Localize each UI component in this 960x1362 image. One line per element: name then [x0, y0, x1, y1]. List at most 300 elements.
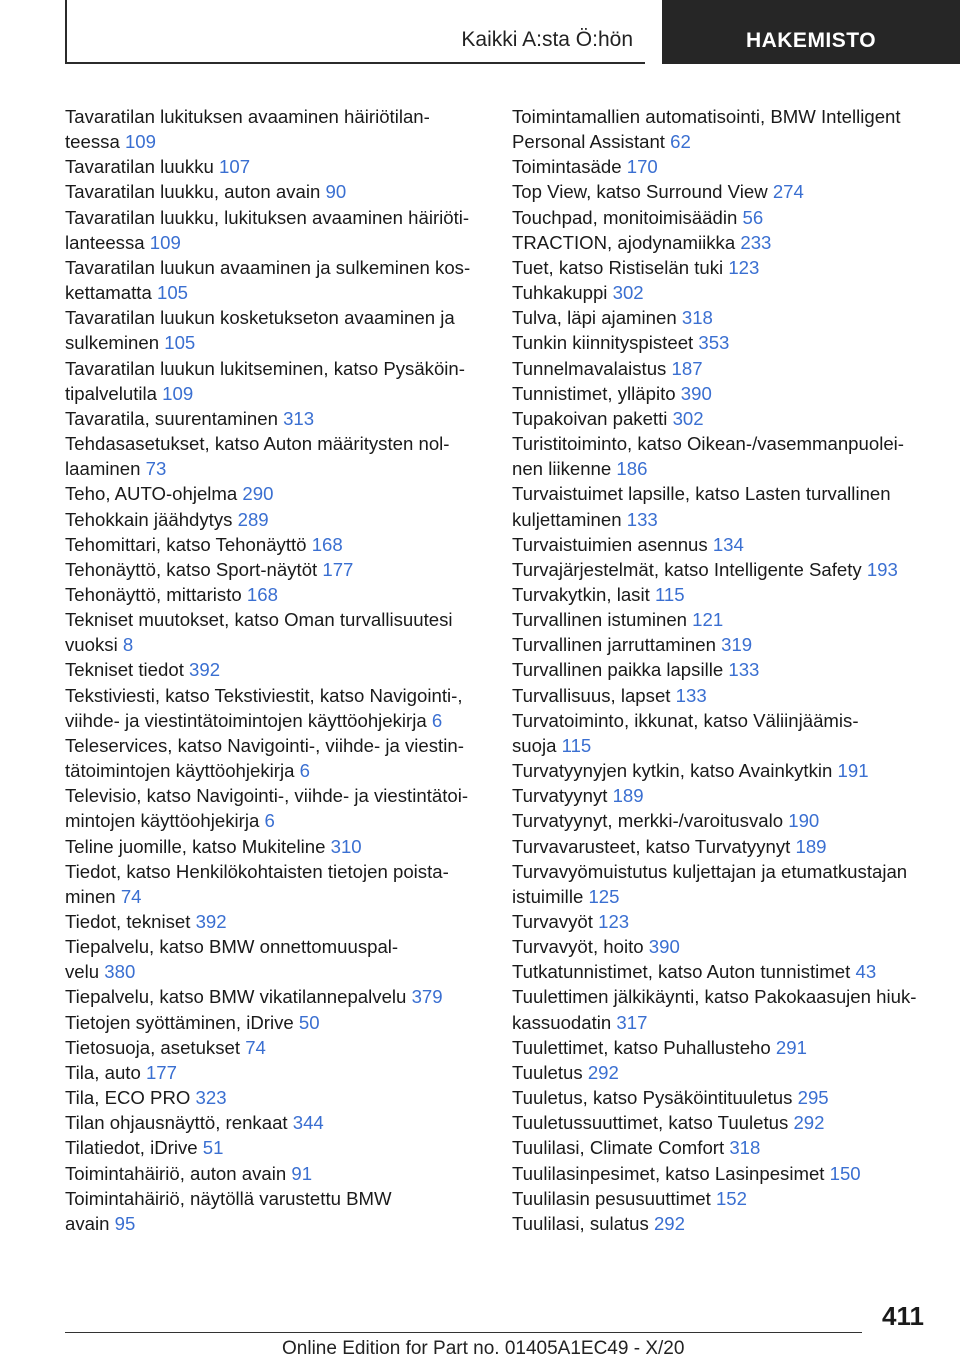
page-reference-link[interactable]: 191: [837, 760, 869, 782]
index-entry-term: Toimintamallien automatisointi, BMW Intelligent: [512, 106, 901, 127]
page-reference-link[interactable]: 152: [715, 1187, 747, 1209]
index-entry: [65, 582, 485, 607]
index-entry-term: avain: [65, 1212, 110, 1234]
index-entry-text: [65, 834, 485, 859]
page-reference-link[interactable]: 6: [431, 709, 443, 731]
index-entry-text: [65, 934, 485, 959]
index-entry-text: [65, 557, 485, 582]
index-entry-text: [512, 834, 942, 859]
index-entry-term: lanteessa: [65, 231, 145, 253]
page-reference-link[interactable]: 317: [616, 1011, 648, 1033]
index-entry: [512, 607, 942, 632]
index-entry-term: teessa: [65, 131, 120, 153]
index-entry: [512, 909, 942, 934]
page-reference-link[interactable]: 392: [189, 659, 221, 681]
page-reference-link[interactable]: 295: [797, 1087, 829, 1109]
index-entry: [65, 431, 485, 481]
index-entry-term: Tavaratilan luukku, auton avain: [65, 181, 321, 203]
page-reference-link[interactable]: 390: [680, 382, 712, 404]
index-entry: [512, 481, 942, 531]
index-entry: [512, 1211, 942, 1236]
index-entry-text: [65, 859, 485, 884]
index-entry: [512, 683, 942, 708]
index-entry-text: [512, 406, 942, 431]
index-entry-term: kettamatta: [65, 282, 152, 304]
index-entry-text: [512, 255, 942, 280]
index-entry: [65, 1085, 485, 1110]
index-entry-text: [512, 507, 942, 532]
index-entry-term: Turvallinen jarruttaminen: [512, 634, 716, 656]
page-reference-link[interactable]: 186: [616, 458, 648, 480]
index-entry-text: [65, 230, 485, 255]
page-reference-link[interactable]: 319: [721, 634, 753, 656]
index-entry: [512, 984, 942, 1034]
index-entry-text: [512, 607, 942, 632]
index-entry-text: [65, 481, 485, 506]
index-entry-term: Turistitoiminto, katso Oikean-/vasemmanpuolei-: [512, 433, 904, 455]
index-entry: [65, 984, 485, 1009]
index-entry-term: Toimintahäiriö, auton avain: [65, 1162, 287, 1184]
index-entry: [512, 154, 942, 179]
index-entry-term: Tavaratila, suurentaminen: [65, 407, 278, 429]
index-entry-term: Tuuletussuuttimet, katso Tuuletus: [512, 1112, 789, 1134]
index-entry-text: [65, 255, 485, 280]
page-reference-link[interactable]: 289: [237, 508, 269, 530]
page-reference-link[interactable]: 233: [740, 231, 772, 253]
page-reference-link[interactable]: 291: [775, 1036, 807, 1058]
index-entry-text: [512, 305, 942, 330]
index-entry-text: [512, 758, 942, 783]
index-entry-text: [512, 104, 942, 129]
page-reference-link[interactable]: 115: [561, 734, 592, 756]
index-entry-text: [512, 632, 942, 657]
index-entry-term: Turvaistuimet lapsille, katso Lasten turvallinen: [512, 483, 891, 505]
page-reference-link[interactable]: 302: [672, 407, 704, 429]
page-header: [65, 0, 960, 66]
index-entry-text: [512, 1161, 942, 1186]
index-entry: [65, 179, 485, 204]
index-entry: [65, 104, 485, 154]
index-entry-term: Tehonäyttö, mittaristo: [65, 583, 242, 605]
index-entry-term: sulkeminen: [65, 332, 160, 354]
index-entry-text: [512, 733, 942, 758]
index-entry-text: [65, 607, 485, 632]
page-reference-link[interactable]: 56: [742, 206, 764, 228]
index-entry-text: [512, 1135, 942, 1160]
index-entry-term: Tuhkakuppi: [512, 282, 608, 304]
index-entry-term: Turvaistuimien asennus: [512, 533, 708, 555]
index-entry-term: Tehokkain jäähdytys: [65, 508, 233, 530]
page-reference-link[interactable]: 189: [795, 835, 827, 857]
index-entry-term: viihde- ja viestintätoimintojen käyttöohjekirja: [65, 709, 427, 731]
page-reference-link[interactable]: 6: [264, 810, 275, 832]
index-entry-text: [65, 1035, 485, 1060]
page-reference-link[interactable]: 43: [855, 961, 877, 983]
index-entry-term: Tiepalvelu, katso BMW onnettomuuspal-: [65, 936, 399, 958]
index-entry: [512, 205, 942, 230]
index-entry-term: Teline juomille, katso Mukiteline: [65, 835, 326, 857]
page-reference-link[interactable]: 292: [793, 1112, 825, 1134]
index-entry: [512, 1110, 942, 1135]
index-entry-term: Personal Assistant: [512, 131, 665, 153]
index-entry-text: [65, 205, 485, 230]
index-entry-text: [512, 230, 942, 255]
index-entry-text: [65, 884, 485, 909]
index-entry: [512, 255, 942, 280]
index-entry: [65, 1060, 485, 1085]
index-entry: [512, 783, 942, 808]
index-entry: [512, 305, 942, 330]
page-reference-link[interactable]: 353: [698, 332, 730, 354]
page-reference-link[interactable]: 133: [675, 684, 707, 706]
index-entry-text: [65, 154, 485, 179]
index-entry-text: [512, 1211, 942, 1236]
index-entry-text: [65, 657, 485, 682]
index-entry-term: Teho, AUTO-ohjelma: [65, 483, 238, 505]
index-entry-text: [512, 356, 942, 381]
page-reference-link[interactable]: 150: [829, 1162, 861, 1184]
page-reference-link[interactable]: 292: [653, 1212, 685, 1234]
page-reference-link[interactable]: 90: [325, 181, 347, 203]
page-reference-link[interactable]: 50: [298, 1011, 320, 1033]
index-entry-text: [512, 959, 942, 984]
page-reference-link[interactable]: 302: [612, 282, 644, 304]
page-reference-link[interactable]: 133: [626, 508, 658, 530]
index-entry-text: [512, 1060, 942, 1085]
index-entry-term: Tiedot, katso Henkilökohtaisten tietojen poista-: [65, 860, 449, 882]
index-entry-text: [512, 431, 942, 456]
page-reference-link[interactable]: 380: [104, 961, 136, 983]
index-entry-term: Touchpad, monitoimisäädin: [512, 206, 738, 228]
index-entry-term: TRACTION, ajodynamiikka: [512, 231, 736, 253]
index-entry-term: Turvatyynyt, merkki-/varoitusvalo: [512, 810, 784, 832]
index-entry-text: [512, 708, 942, 733]
index-tab-label: HAKEMISTO: [745, 29, 877, 52]
index-entry-text: [65, 1010, 485, 1035]
index-entry-term: nen liikenne: [512, 458, 612, 480]
index-entry-text: [65, 507, 485, 532]
index-entry: [65, 507, 485, 532]
index-entry-text: [65, 280, 485, 305]
index-entry-term: Tunkin kiinnityspisteet: [512, 332, 694, 354]
index-entry-text: [65, 733, 485, 758]
index-entry: [512, 1135, 942, 1160]
index-entry-text: [65, 381, 485, 406]
index-entry-term: suoja: [512, 734, 557, 756]
index-entry: [512, 330, 942, 355]
index-entry-term: Turvavyömuistutus kuljettajan ja etumatkustajan: [512, 860, 908, 882]
index-entry-text: [512, 934, 942, 959]
index-entry-term: Tuulilasin pesusuuttimet: [512, 1187, 711, 1209]
index-entry-term: Teleservices, katso Navigointi-, viihde- ja viestin-: [65, 734, 464, 756]
index-entry-term: Turvakytkin, lasit: [512, 583, 650, 605]
index-entry-text: [65, 1060, 485, 1085]
page-reference-link[interactable]: 8: [122, 634, 134, 656]
page-reference-link[interactable]: 74: [245, 1036, 266, 1058]
index-entry-term: Tavaratilan lukituksen avaaminen häiriötilan-: [65, 106, 430, 127]
index-entry: [512, 582, 942, 607]
index-entry: [65, 557, 485, 582]
index-entry: [512, 758, 942, 783]
index-entry-text: [65, 683, 485, 708]
index-entry-text: [65, 179, 485, 204]
index-entry-text: [65, 758, 485, 783]
index-entry: [65, 255, 485, 305]
index-entry-term: Turvatyynyt: [512, 785, 608, 807]
index-entry: [65, 305, 485, 355]
index-entry: [512, 859, 942, 909]
header-section-frame: [65, 0, 645, 64]
index-entry-term: istuimille: [512, 885, 584, 907]
index-entry-term: Turvajärjestelmät, katso Intelligente Safety: [512, 558, 862, 580]
index-entry-text: [65, 305, 485, 330]
page-reference-link[interactable]: 189: [612, 785, 644, 807]
index-entry-text: [65, 959, 485, 984]
page-reference-link[interactable]: 73: [145, 458, 167, 480]
index-entry-term: vuoksi: [65, 634, 118, 656]
index-entry-text: [512, 1186, 942, 1211]
index-entry-text: [65, 406, 485, 431]
index-entry-term: Televisio, katso Navigointi-, viihde- ja viestintätoi-: [65, 785, 469, 807]
index-entry-term: Tietojen syöttäminen, iDrive: [65, 1011, 294, 1033]
index-entry-text: [512, 1010, 942, 1035]
index-entry-text: [65, 582, 485, 607]
index-entry-text: [65, 708, 485, 733]
index-entry: [512, 230, 942, 255]
index-entry-term: Tila, auto: [65, 1061, 141, 1083]
index-entry-text: [512, 456, 942, 481]
page-reference-link[interactable]: 134: [712, 533, 744, 555]
index-entry-text: [65, 129, 485, 154]
index-entry-text: [65, 909, 485, 934]
page-reference-link[interactable]: 109: [149, 231, 181, 253]
index-entry-term: Tuuletus: [512, 1061, 583, 1083]
index-entry: [65, 356, 485, 406]
index-entry: [512, 632, 942, 657]
page-reference-link[interactable]: 323: [195, 1087, 227, 1109]
index-entry-text: [65, 1211, 485, 1236]
index-entry-term: kuljettaminen: [512, 508, 622, 530]
index-entry-term: Tulva, läpi ajaminen: [512, 307, 677, 329]
index-entry-term: Tehonäyttö, katso Sport-näytöt: [65, 558, 318, 580]
index-entry-term: tätoimintojen käyttöohjekirja: [65, 760, 295, 782]
index-entry-text: [512, 1035, 942, 1060]
index-entry: [65, 1161, 485, 1186]
index-entry-text: [65, 1110, 485, 1135]
index-entry-term: Tavaratilan luukun kosketukseton avaaminen ja: [65, 307, 455, 329]
index-entry: [65, 1110, 485, 1135]
index-entry-text: [512, 532, 942, 557]
index-entry: [65, 909, 485, 934]
page-reference-link[interactable]: 190: [788, 810, 820, 832]
index-entry: [65, 657, 485, 682]
index-entry-text: [65, 104, 485, 129]
index-entry: [512, 959, 942, 984]
index-entry-term: Tupakoivan paketti: [512, 407, 668, 429]
index-entry-text: [512, 481, 942, 506]
index-entry-term: Tuulilasinpesimet, katso Lasinpesimet: [512, 1162, 825, 1184]
page-reference-link[interactable]: 105: [157, 282, 189, 304]
index-entry-text: [512, 909, 942, 934]
index-entry-text: [512, 129, 942, 154]
page-reference-link[interactable]: 313: [283, 407, 315, 429]
page-reference-link[interactable]: 105: [164, 332, 196, 354]
index-entry: [65, 607, 485, 657]
page-reference-link[interactable]: 62: [670, 131, 691, 153]
index-entry: [65, 834, 485, 859]
index-entry-text: [512, 683, 942, 708]
page-reference-link[interactable]: 123: [598, 911, 630, 932]
page-reference-link[interactable]: 123: [728, 256, 760, 278]
page-reference-link[interactable]: 290: [242, 483, 274, 505]
index-entry-term: Toimintahäiriö, näytöllä varustettu BMW: [65, 1187, 392, 1209]
index-entry-text: [65, 632, 485, 657]
index-entry-term: Tavaratilan luukku: [65, 156, 214, 178]
index-entry: [65, 783, 485, 833]
index-entry-term: Turvavyöt: [512, 911, 593, 932]
page-reference-link[interactable]: 187: [671, 357, 703, 379]
index-entry-term: Tila, ECO PRO: [65, 1087, 191, 1109]
page-reference-link[interactable]: 177: [145, 1061, 177, 1083]
page-reference-link[interactable]: 107: [219, 156, 251, 178]
index-entry-term: Tuulilasi, sulatus: [512, 1212, 649, 1234]
index-entry: [512, 808, 942, 833]
page-reference-link[interactable]: 392: [195, 911, 227, 932]
index-entry: [65, 1135, 485, 1160]
edition-footer: Online Edition for Part no. 01405A1EC49 - X/20: [282, 1338, 685, 1359]
index-entry-text: [512, 205, 942, 230]
index-entry-text: [65, 330, 485, 355]
page-reference-link[interactable]: 6: [299, 760, 310, 782]
page-reference-link[interactable]: 310: [330, 835, 362, 857]
page-reference-link[interactable]: 109: [124, 131, 156, 153]
index-entry-text: [65, 532, 485, 557]
index-entry-term: Turvavarusteet, katso Turvatyynyt: [512, 835, 791, 857]
page-reference-link[interactable]: 121: [692, 609, 724, 631]
index-entry-term: Tunnistimet, ylläpito: [512, 382, 676, 404]
page-reference-link[interactable]: 51: [202, 1137, 224, 1159]
index-entry-term: velu: [65, 961, 100, 983]
page-reference-link[interactable]: 274: [772, 181, 804, 203]
index-entry-text: [65, 1135, 485, 1160]
index-entry-term: Tiepalvelu, katso BMW vikatilannepalvelu: [65, 986, 407, 1008]
index-entry: [512, 179, 942, 204]
index-entry: [512, 104, 942, 154]
index-entry-text: [65, 1085, 485, 1110]
page-reference-link[interactable]: 379: [411, 986, 443, 1008]
index-entry: [512, 1186, 942, 1211]
index-entry-term: laaminen: [65, 458, 141, 480]
index-entry: [512, 708, 942, 758]
index-entry-text: [512, 808, 942, 833]
index-entry: [512, 280, 942, 305]
index-entry-term: Tuuletus, katso Pysäköintituuletus: [512, 1087, 793, 1109]
index-entry-text: [65, 356, 485, 381]
index-entry-term: Tavaratilan luukun avaaminen ja sulkeminen kos-: [65, 256, 471, 278]
index-entry-term: Tunnelmavalaistus: [512, 357, 667, 379]
index-entry-text: [65, 456, 485, 481]
index-entry-text: [512, 557, 942, 582]
index-entry-text: [512, 783, 942, 808]
index-entry-term: Toimintasäde: [512, 156, 622, 178]
index-entry-text: [512, 381, 942, 406]
index-entry-term: mintojen käyttöohjekirja: [65, 810, 260, 832]
index-entry-term: minen: [65, 885, 116, 907]
page-reference-link[interactable]: 168: [311, 533, 343, 555]
index-entry-term: Tietosuoja, asetukset: [65, 1036, 241, 1058]
page-reference-link[interactable]: 177: [322, 558, 354, 580]
index-entry-term: Turvallinen istuminen: [512, 609, 687, 631]
index-entry-term: Tekstiviesti, katso Tekstiviestit, katso Navigointi-,: [65, 684, 463, 706]
index-entry-text: [512, 859, 942, 884]
page-reference-link[interactable]: 125: [588, 885, 620, 907]
index-entry-term: Tilan ohjausnäyttö, renkaat: [65, 1112, 288, 1134]
index-entry-term: Tuulettimet, katso Puhallusteho: [512, 1036, 771, 1058]
page-reference-link[interactable]: 91: [291, 1162, 313, 1184]
index-entry: [512, 1161, 942, 1186]
page-reference-link[interactable]: 318: [729, 1137, 761, 1159]
index-entry: [65, 481, 485, 506]
index-entry-term: Turvallinen paikka lapsille: [512, 659, 724, 681]
index-entry: [512, 657, 942, 682]
index-entry: [512, 1035, 942, 1060]
page-reference-link[interactable]: 109: [162, 382, 194, 404]
index-entry: [512, 356, 942, 381]
page-reference-link[interactable]: 95: [114, 1212, 136, 1234]
index-entry-text: [65, 808, 485, 833]
page-reference-link[interactable]: 193: [866, 558, 898, 580]
index-entry-text: [512, 179, 942, 204]
index-entry-term: Tehomittari, katso Tehonäyttö: [65, 533, 307, 555]
index-tab[interactable]: [662, 0, 960, 64]
index-entry: [65, 683, 485, 733]
index-entry: [512, 381, 942, 406]
index-entry-term: Tuet, katso Ristiselän tuki: [512, 256, 724, 278]
index-entry-term: Turvallisuus, lapset: [512, 684, 671, 706]
index-entry: [512, 1085, 942, 1110]
section-title: Kaikki A:sta Ö:hön: [461, 28, 633, 51]
index-entry: [512, 834, 942, 859]
index-column-left: [65, 104, 485, 1236]
page-reference-link[interactable]: 390: [648, 936, 680, 958]
index-entry: [65, 1035, 485, 1060]
page-reference-link[interactable]: 74: [120, 885, 142, 907]
index-entry: [65, 733, 485, 783]
page-number: 411: [882, 1301, 924, 1331]
index-entry-text: [512, 984, 942, 1009]
index-entry: [512, 934, 942, 959]
page-reference-link[interactable]: 133: [728, 659, 760, 681]
index-entry-term: Turvatoiminto, ikkunat, katso Väliinjäämis-: [512, 709, 859, 731]
index-entry: [512, 431, 942, 481]
page-reference-link[interactable]: 292: [587, 1061, 619, 1083]
page-reference-link[interactable]: 168: [246, 583, 278, 605]
index-entry: [65, 859, 485, 909]
page-reference-link[interactable]: 344: [292, 1112, 324, 1134]
index-entry-term: Top View, katso Surround View: [512, 181, 768, 203]
index-entry-term: Tilatiedot, iDrive: [65, 1137, 198, 1159]
index-entry: [65, 532, 485, 557]
index-entry: [65, 934, 485, 984]
index-entry: [65, 154, 485, 179]
index-entry-term: Turvavyöt, hoito: [512, 936, 644, 958]
index-entry: [512, 1060, 942, 1085]
page-reference-link[interactable]: 170: [626, 156, 658, 178]
footer-divider: [65, 1332, 862, 1333]
page-reference-link[interactable]: 318: [681, 307, 713, 329]
page-reference-link[interactable]: 115: [654, 583, 685, 605]
index-entry-text: [65, 431, 485, 456]
